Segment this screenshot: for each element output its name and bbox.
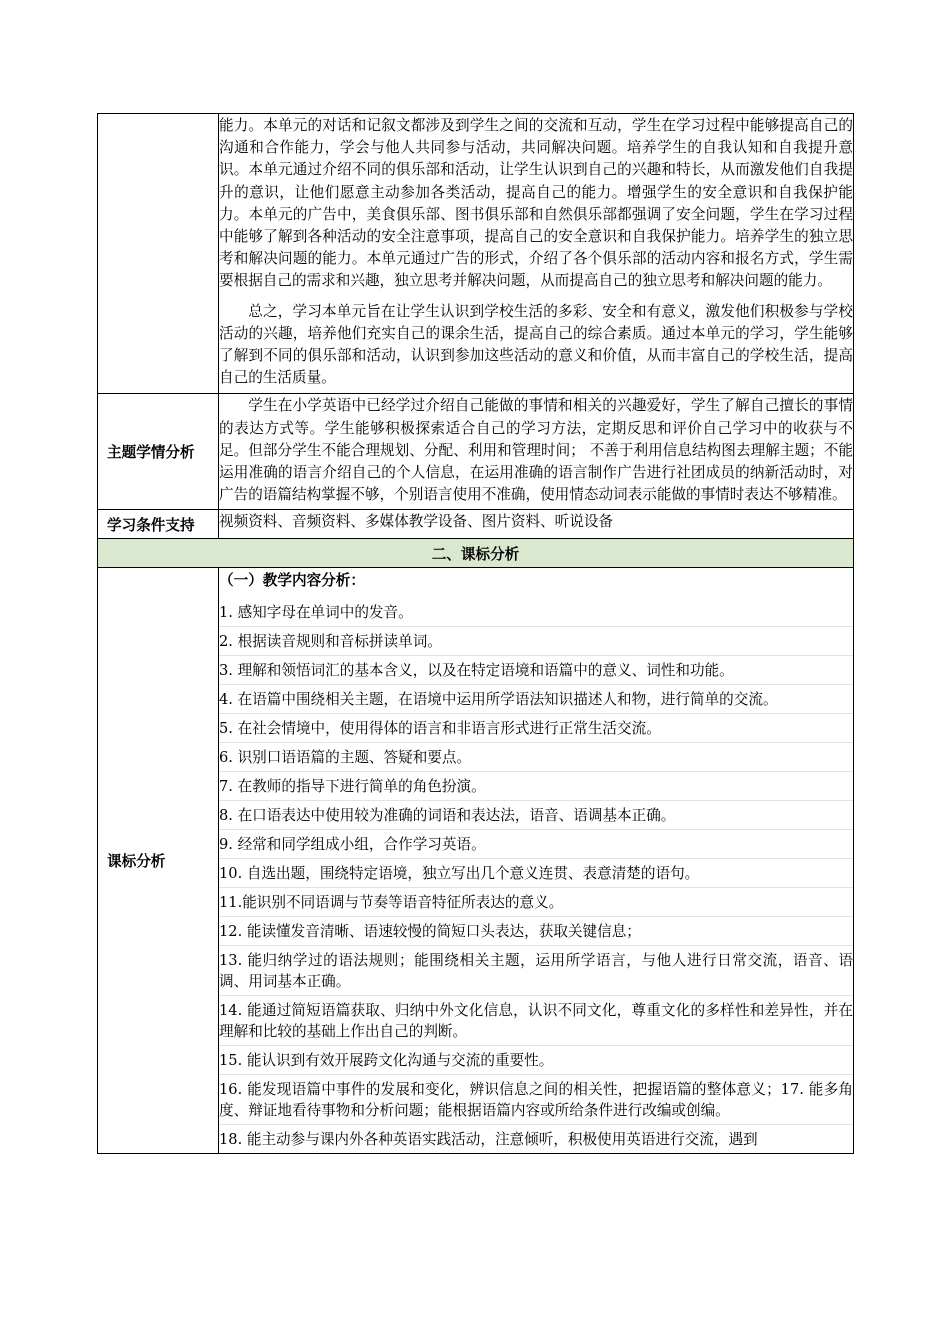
- learning-support-text: 视频资料、音频资料、多媒体教学设备、图片资料、听说设备: [219, 510, 854, 539]
- curriculum-item: 5. 在社会情境中，使用得体的语言和非语言形式进行正常生活交流。: [219, 714, 853, 743]
- student-analysis-cell: [219, 394, 854, 510]
- intro-paragraph-1: 能力。本单元的对话和记叙文都涉及到学生之间的交流和互动，学生在学习过程中能够提高自己的沟通和合作能力，学会与他人共同参与活动，共同解决问题。培养学生的自我认知和自我提升意识。本单元通过介绍不同的俱乐部和活动，让学生认识到自己的兴趣和特长，从而激发他们自我提升的意识，让他们愿意主动参加各类活动，提高自己的能力。增强学生的安全意识和自我保护能力。本单元的广告中，美食俱乐部、图书俱乐部和自然俱乐部都强调了安全问题，学生在学习过程中能够了解到各种活动的安全注意事项，提高自己的安全意识和自我保护能力。培养学生的独立思考和解决问题的能力。本单元通过广告的形式，介绍了各个俱乐部的活动内容和报名方式，学生需要根据自己的需求和兴趣，独立思考并解决问题，从而提高自己的独立思考和解决问题的能力。: [219, 117, 853, 290]
- content-analysis-heading: （一）教学内容分析：: [219, 572, 365, 590]
- curriculum-item: 14. 能通过简短语篇获取、归纳中外文化信息，认识不同文化，尊重文化的多样性和差异性，并在理解和比较的基础上作出自己的判断。: [219, 996, 853, 1046]
- curriculum-item: 7. 在教师的指导下进行简单的角色扮演。: [219, 772, 853, 801]
- section-title: 二、课标分析: [98, 539, 854, 568]
- curriculum-item: 11.能识别不同语调与节奏等语音特征所表达的意义。: [219, 888, 853, 917]
- curriculum-item: 9. 经常和同学组成小组，合作学习英语。: [219, 830, 853, 859]
- curriculum-item: 18. 能主动参与课内外各种英语实践活动，注意倾听，积极使用英语进行交流，遇到: [219, 1131, 758, 1149]
- curriculum-item: 4. 在语篇中围绕相关主题，在语境中运用所学语法知识描述人和物，进行简单的交流。: [219, 685, 853, 714]
- curriculum-label: 课标分析: [98, 568, 219, 1154]
- curriculum-item: 12. 能读懂发音清晰、语速较慢的简短口头表达，获取关键信息；: [219, 917, 853, 946]
- lesson-plan-table: [97, 113, 854, 1154]
- intro-label-cell: [98, 114, 219, 394]
- curriculum-item: 13. 能归纳学过的语法规则；能围绕相关主题，运用所学语言，与他人进行日常交流，语音、语调、用词基本正确。: [219, 946, 853, 996]
- learning-support-row: [98, 510, 854, 539]
- curriculum-item: 6. 识别口语语篇的主题、答疑和要点。: [219, 743, 853, 772]
- curriculum-item: 1. 感知字母在单词中的发音。: [219, 598, 853, 627]
- section-header-row: [98, 539, 854, 568]
- curriculum-cell: [219, 568, 854, 1154]
- learning-support-label: 学习条件支持: [98, 510, 219, 539]
- curriculum-item: 16. 能发现语篇中事件的发展和变化，辨识信息之间的相关性，把握语篇的整体意义；17. 能多角度、辩证地看待事物和分析问题；能根据语篇内容或所给条件进行改编或创编。: [219, 1075, 853, 1125]
- curriculum-item: 3. 理解和领悟词汇的基本含义，以及在特定语境和语篇中的意义、词性和功能。: [219, 656, 853, 685]
- student-analysis-label: 主题学情分析: [98, 394, 219, 510]
- intro-content-cell: [219, 114, 854, 394]
- curriculum-item: 2. 根据读音规则和音标拼读单词。: [219, 627, 853, 656]
- curriculum-items-list: [219, 598, 853, 1153]
- curriculum-item: 8. 在口语表达中使用较为准确的词语和表达法，语音、语调基本正确。: [219, 801, 853, 830]
- curriculum-item: 15. 能认识到有效开展跨文化沟通与交流的重要性。: [219, 1046, 853, 1075]
- intro-paragraph-2: 总之，学习本单元旨在让学生认识到学校生活的多彩、安全和有意义，激发他们积极参与学校活动的兴趣，培养他们充实自己的课余生活，提高自己的综合素质。通过本单元的学习，学生能够了解到不同的俱乐部和活动，认识到参加这些活动的意义和价值，从而丰富自己的学校生活，提高自己的生活质量。: [219, 302, 853, 387]
- curriculum-item: 10. 自选出题，围绕特定语境，独立写出几个意义连贯、表意清楚的语句。: [219, 859, 853, 888]
- intro-row: [98, 114, 854, 394]
- student-analysis-text: 学生在小学英语中已经学过介绍自己能做的事情和相关的兴趣爱好，学生了解自己擅长的事情的表达方式等。学生能够积极探索适合自己的学习方法，定期反思和评价自己学习中的收获与不足。但部分学生不能合理规划、分配、利用和管理时间； 不善于利用信息结构图去理解主题；不能运用准确的语言介绍自己的个人信息，在运用准确的语言制作广告进行社团成员的纳新活动时，对广告的语篇结构掌握不够，个别语言使用不准确，使用情态动词表示能做的事情时表达不够精准。: [219, 397, 853, 504]
- student-analysis-row: [98, 394, 854, 510]
- curriculum-row: [98, 568, 854, 1154]
